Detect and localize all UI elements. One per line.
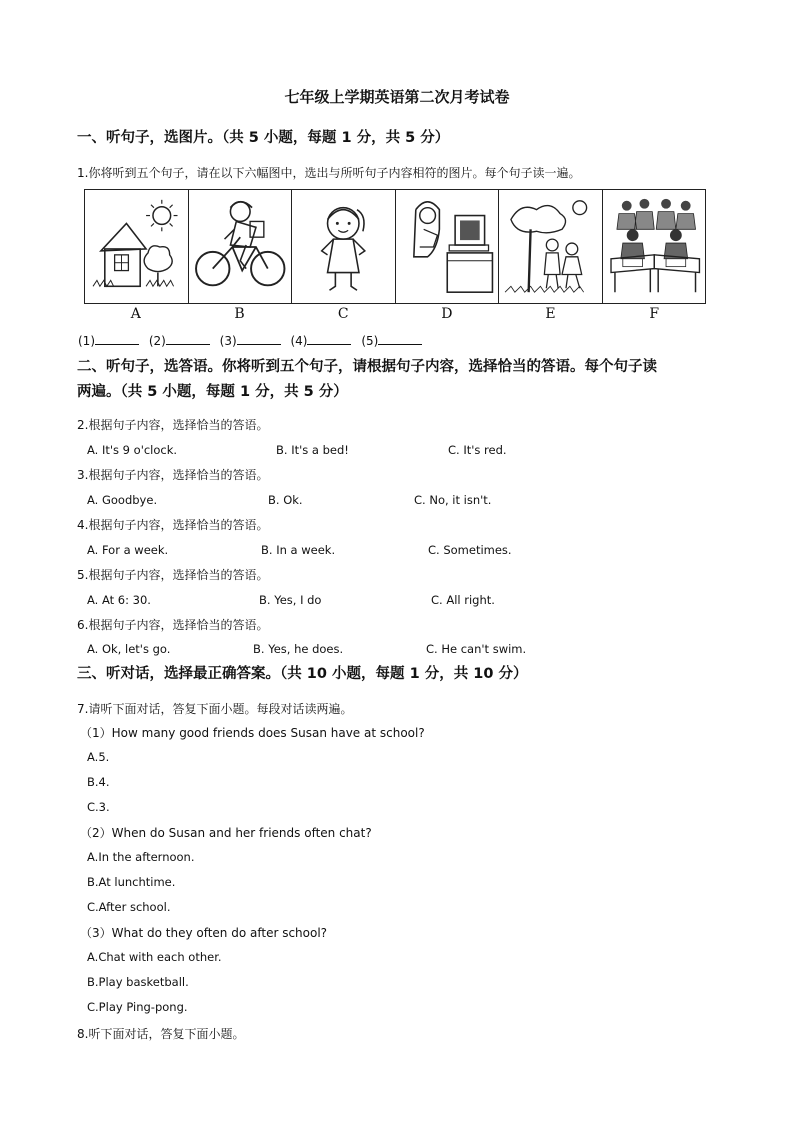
q5-option-c[interactable]: C. All right. xyxy=(431,593,495,607)
q3-stem: 3.根据句子内容，选择恰当的答语。 xyxy=(77,468,269,482)
q5-option-b[interactable]: B. Yes, I do xyxy=(259,593,322,607)
q4-option-c[interactable]: C. Sometimes. xyxy=(428,543,512,557)
blank-label: (4) xyxy=(290,334,308,348)
section1-heading: 一、听句子，选图片。（共 5 小题，每题 1 分，共 5 分） xyxy=(77,130,450,146)
answer-blank[interactable] xyxy=(95,332,139,345)
picture-label: C xyxy=(337,306,349,322)
q7-sub1-option-a[interactable]: A.5. xyxy=(87,750,110,764)
answer-blank[interactable] xyxy=(166,332,210,345)
picture-d-computer xyxy=(396,190,500,303)
q2-option-b[interactable]: B. It's a bed! xyxy=(276,443,349,457)
picture-a-house xyxy=(85,190,189,303)
answer-blank[interactable] xyxy=(307,332,351,345)
q2-option-c[interactable]: C. It's red. xyxy=(448,443,507,457)
q8-instruction: 8.听下面对话，答复下面小题。 xyxy=(77,1027,245,1041)
q2-stem: 2.根据句子内容，选择恰当的答语。 xyxy=(77,418,269,432)
q5-option-a[interactable]: A. At 6: 30. xyxy=(87,593,151,607)
picture-labels xyxy=(84,306,706,322)
section2-heading-line2: 两遍。（共 5 小题，每题 1 分，共 5 分） xyxy=(77,384,348,400)
picture-c-girl xyxy=(292,190,396,303)
blank-label: (1) xyxy=(78,334,95,348)
q7-sub3-option-b[interactable]: B.Play basketball. xyxy=(87,975,189,989)
q7-sub2-option-b[interactable]: B.At lunchtime. xyxy=(87,875,176,889)
q6-stem: 6.根据句子内容，选择恰当的答语。 xyxy=(77,618,269,632)
blank-label: (2) xyxy=(148,334,166,348)
picture-label: E xyxy=(545,306,556,322)
picture-label: B xyxy=(234,306,245,322)
q6-option-b[interactable]: B. Yes, he does. xyxy=(253,642,344,656)
q7-sub2-option-c[interactable]: C.After school. xyxy=(87,900,171,914)
q7-sub1-question: （1）How many good friends does Susan have at school? xyxy=(80,726,425,740)
picture-label: A xyxy=(130,306,141,322)
q7-sub2-option-a[interactable]: A.In the afternoon. xyxy=(87,850,195,864)
q7-sub2-question: （2）When do Susan and her friends often chat? xyxy=(80,826,372,840)
q3-option-b[interactable]: B. Ok. xyxy=(268,493,303,507)
q4-stem: 4.根据句子内容，选择恰当的答语。 xyxy=(77,518,269,532)
q3-option-c[interactable]: C. No, it isn't. xyxy=(414,493,492,507)
answer-blank[interactable] xyxy=(237,332,281,345)
q7-sub3-option-c[interactable]: C.Play Ping-pong. xyxy=(87,1000,188,1014)
q7-sub1-option-c[interactable]: C.3. xyxy=(87,800,110,814)
picture-label: F xyxy=(649,306,660,322)
q4-option-a[interactable]: A. For a week. xyxy=(87,543,169,557)
q5-stem: 5.根据句子内容，选择恰当的答语。 xyxy=(77,568,269,582)
q3-option-a[interactable]: A. Goodbye. xyxy=(87,493,158,507)
answer-blank[interactable] xyxy=(378,332,422,345)
picture-b-bicycle xyxy=(189,190,293,303)
answer-blanks xyxy=(78,332,428,348)
q7-sub1-option-b[interactable]: B.4. xyxy=(87,775,110,789)
q2-option-a[interactable]: A. It's 9 o'clock. xyxy=(87,443,178,457)
picture-strip xyxy=(84,189,706,304)
q1-instruction: 1.你将听到五个句子，请在以下六幅图中，选出与所听句子内容相符的图片。每个句子读一遍。 xyxy=(77,166,581,180)
section3-heading: 三、听对话，选择最正确答案。（共 10 小题，每题 1 分，共 10 分） xyxy=(77,666,528,682)
picture-f-classroom xyxy=(603,190,706,303)
q7-instruction: 7.请听下面对话，答复下面小题。每段对话读两遍。 xyxy=(77,702,353,716)
q7-sub3-option-a[interactable]: A.Chat with each other. xyxy=(87,950,222,964)
q4-option-b[interactable]: B. In a week. xyxy=(261,543,336,557)
section2-heading-line1: 二、听句子，选答语。你将听到五个句子，请根据句子内容，选择恰当的答语。每个句子读 xyxy=(77,359,657,375)
q7-sub3-question: （3）What do they often do after school? xyxy=(80,926,328,940)
blank-label: (3) xyxy=(219,334,237,348)
q6-option-c[interactable]: C. He can't swim. xyxy=(426,642,527,656)
picture-label: D xyxy=(441,306,453,322)
exam-title: 七年级上学期英语第二次月考试卷 xyxy=(284,88,510,106)
blank-label: (5) xyxy=(361,334,379,348)
picture-e-park xyxy=(499,190,603,303)
q6-option-a[interactable]: A. Ok, let's go. xyxy=(87,642,171,656)
